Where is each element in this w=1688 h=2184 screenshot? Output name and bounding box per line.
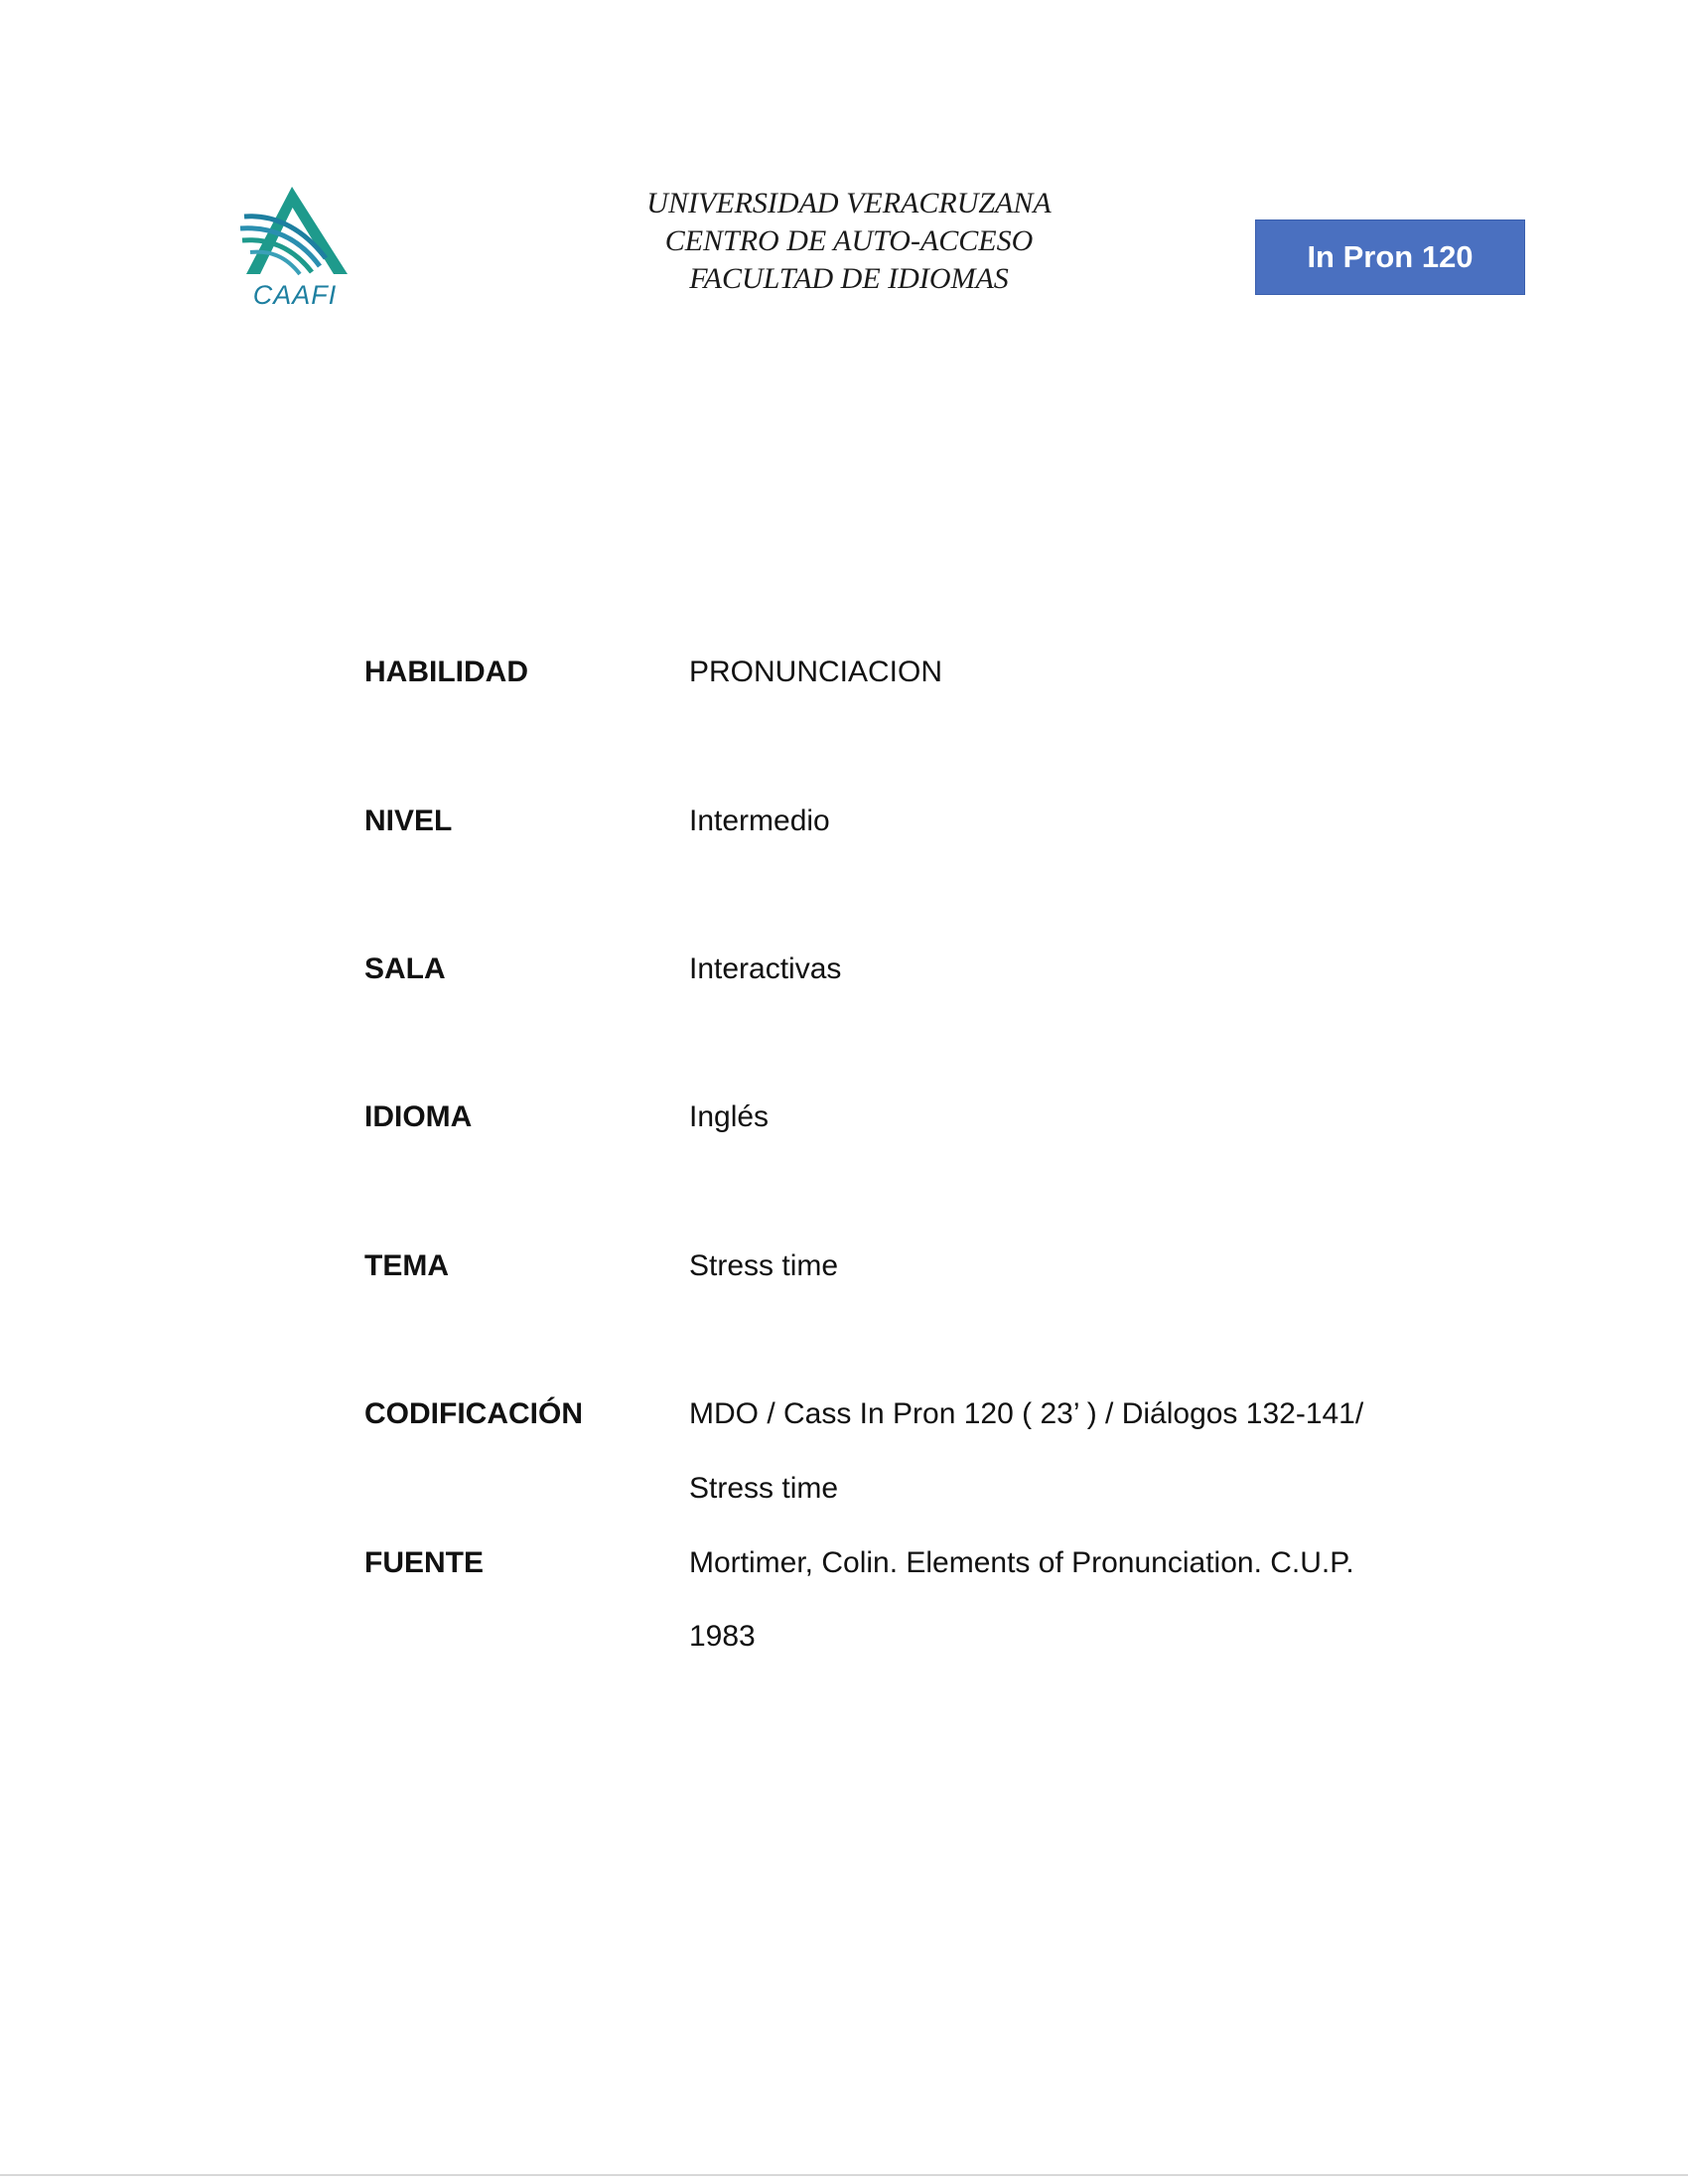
caafi-logo bbox=[230, 181, 359, 315]
value-codificacion-line2: Stress time bbox=[689, 1472, 839, 1505]
value-tema: Stress time bbox=[689, 1249, 839, 1282]
label-idioma: IDIOMA bbox=[364, 1100, 473, 1133]
header-line-center: CENTRO DE AUTO-ACCESO bbox=[664, 224, 1034, 257]
value-habilidad: PRONUNCIACION bbox=[689, 655, 943, 688]
scan-edge-line bbox=[0, 2174, 1688, 2176]
value-codificacion: MDO / Cass In Pron 120 ( 23’ ) / Diálogos 132-141/ bbox=[689, 1397, 1364, 1430]
label-habilidad: HABILIDAD bbox=[364, 655, 528, 688]
caafi-a-icon bbox=[230, 181, 359, 280]
label-nivel: NIVEL bbox=[364, 804, 453, 837]
value-nivel: Intermedio bbox=[689, 804, 830, 837]
code-badge: In Pron 120 bbox=[1255, 219, 1525, 295]
label-tema: TEMA bbox=[364, 1249, 449, 1282]
institution-header bbox=[556, 185, 1142, 298]
value-fuente: Mortimer, Colin. Elements of Pronunciation. C.U.P. bbox=[689, 1546, 1354, 1579]
value-idioma: Inglés bbox=[689, 1100, 770, 1133]
value-fuente-line2: 1983 bbox=[689, 1620, 756, 1653]
header-line-university: UNIVERSIDAD VERACRUZANA bbox=[646, 187, 1052, 219]
logo-text: CAAFI bbox=[252, 280, 338, 310]
label-sala: SALA bbox=[364, 952, 446, 985]
value-sala: Interactivas bbox=[689, 952, 842, 985]
header-line-faculty: FACULTAD DE IDIOMAS bbox=[689, 262, 1009, 295]
label-fuente: FUENTE bbox=[364, 1546, 484, 1579]
label-codificacion: CODIFICACIÓN bbox=[364, 1397, 583, 1430]
